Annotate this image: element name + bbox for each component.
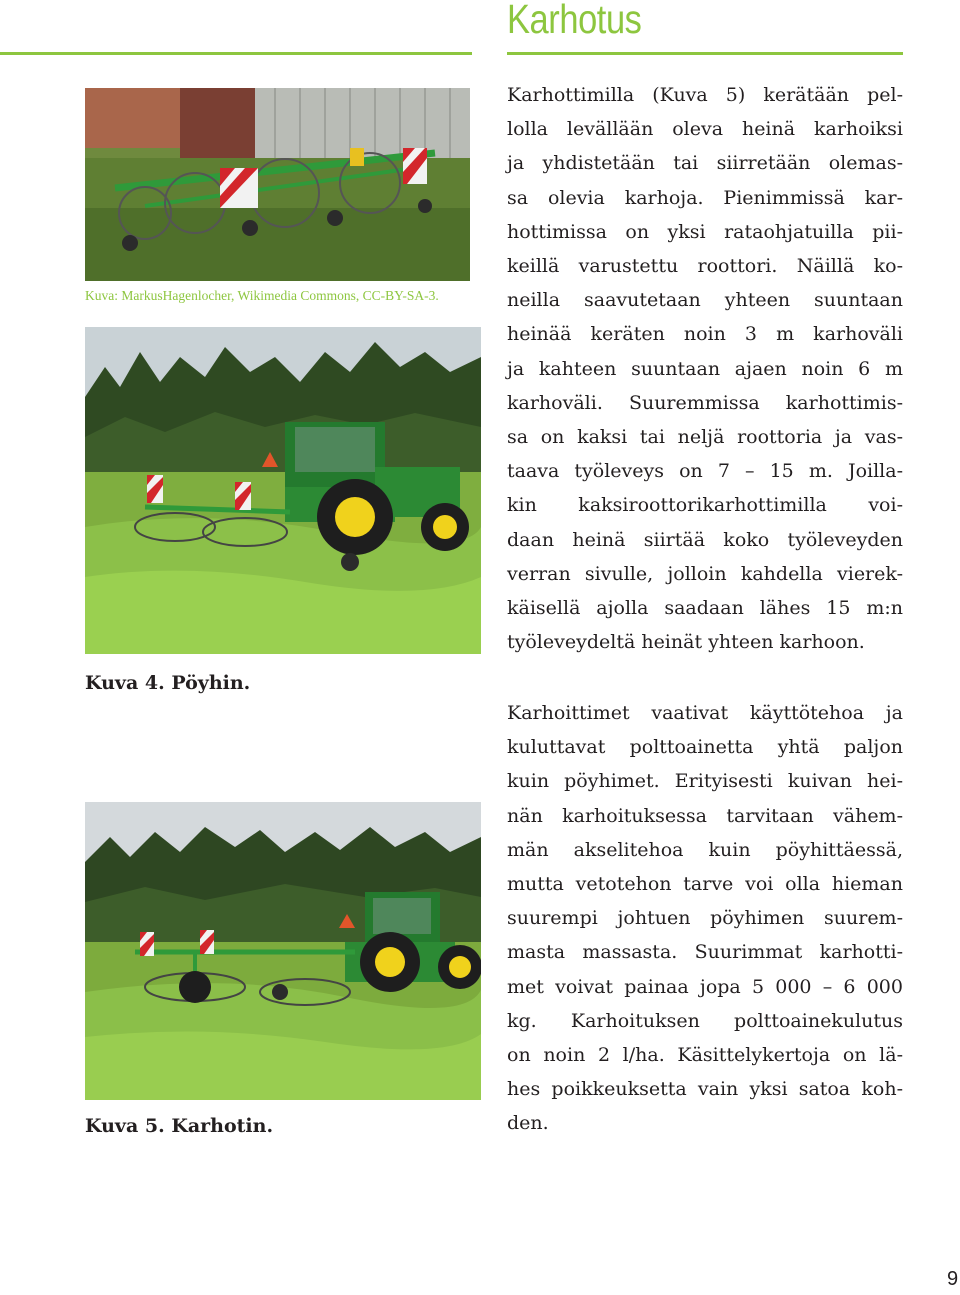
text-line: hottimissa on yksi rataohjatuilla pii- — [507, 220, 903, 243]
text-line: ja kahteen suuntaan ajaen noin 6 m — [507, 357, 903, 380]
text-line: käisellä ajolla saadaan lähes 15 m:n — [507, 597, 903, 620]
figure-4-caption: Kuva 4. Pöyhin. — [85, 672, 251, 694]
text-line: Karhottimilla (Kuva 5) kerätään pel- — [507, 84, 903, 106]
text-line: keillä varustettu roottori. Näillä ko- — [507, 255, 903, 278]
text-line: ja yhdistetään tai siirretään olemas- — [507, 152, 903, 175]
text-line: mutta vetotehon tarve voi olla hieman — [507, 873, 903, 896]
text-line: daan heinä siirtää koko työleveyden — [507, 528, 903, 551]
tractor-rake-photo — [85, 802, 481, 1100]
text-line: on noin 2 l/ha. Käsittelykertoja on lä- — [507, 1044, 903, 1067]
header-rule-right — [507, 52, 903, 55]
photo-credit: Kuva: MarkusHagenlocher, Wikimedia Commons, CC-BY-SA-3. — [85, 288, 439, 303]
text-line: lolla levällään oleva heinä karhoiksi — [507, 118, 903, 141]
text-line: sa on kaksi tai neljä roottoria ja vas- — [507, 426, 903, 449]
text-line: masta massasta. Suurimmat karhotti- — [507, 941, 903, 964]
text-line: sa olevia karhoja. Pienimmissä kar- — [507, 186, 903, 209]
text-line: den. — [507, 1112, 549, 1135]
text-line: verran sivulle, jolloin kahdella vierek- — [507, 562, 903, 585]
page-number: 9 — [947, 1268, 959, 1290]
text-line: nän karhoituksessa tarvitaan vähem- — [507, 804, 903, 827]
text-line: taava työleveys on 7 – 15 m. Joilla- — [507, 460, 903, 483]
text-line: suurempi johtuen pöyhimen suurem- — [507, 907, 903, 930]
figure-5-caption: Kuva 5. Karhotin. — [85, 1115, 274, 1137]
text-line: neilla saavutetaan yhteen suuntaan — [507, 289, 903, 312]
header-rule-left — [0, 52, 472, 55]
text-line: työleveydeltä heinät yhteen karhoon. — [507, 631, 865, 654]
text-line: kuin pöyhimet. Erityisesti kuivan hei- — [507, 770, 903, 793]
text-line: Karhoittimet vaativat käyttötehoa ja — [507, 702, 903, 724]
text-line: hes poikkeuksetta vain yksi satoa koh- — [507, 1078, 903, 1101]
text-line: kuluttavat polttoainetta yhtä paljon — [507, 736, 903, 759]
tedder-parked-photo — [85, 88, 470, 281]
text-line: män akselitehoa kuin pöyhittäessä, — [507, 838, 903, 861]
text-line: karhoväli. Suuremmissa karhottimis- — [507, 391, 903, 414]
text-line: heinää keräten noin 3 m karhoväli — [507, 323, 903, 346]
tractor-tedder-photo — [85, 327, 481, 654]
page-title: Karhotus — [507, 0, 642, 42]
text-line: kin kaksiroottorikarhottimilla voi- — [507, 494, 903, 517]
paragraph-karhottimet — [507, 78, 903, 659]
text-line: kg. Karhoituksen polttoainekulutus — [507, 1009, 903, 1032]
paragraph-tehontarve — [507, 696, 903, 1141]
text-line: met voivat painaa jopa 5 000 – 6 000 — [507, 975, 903, 998]
